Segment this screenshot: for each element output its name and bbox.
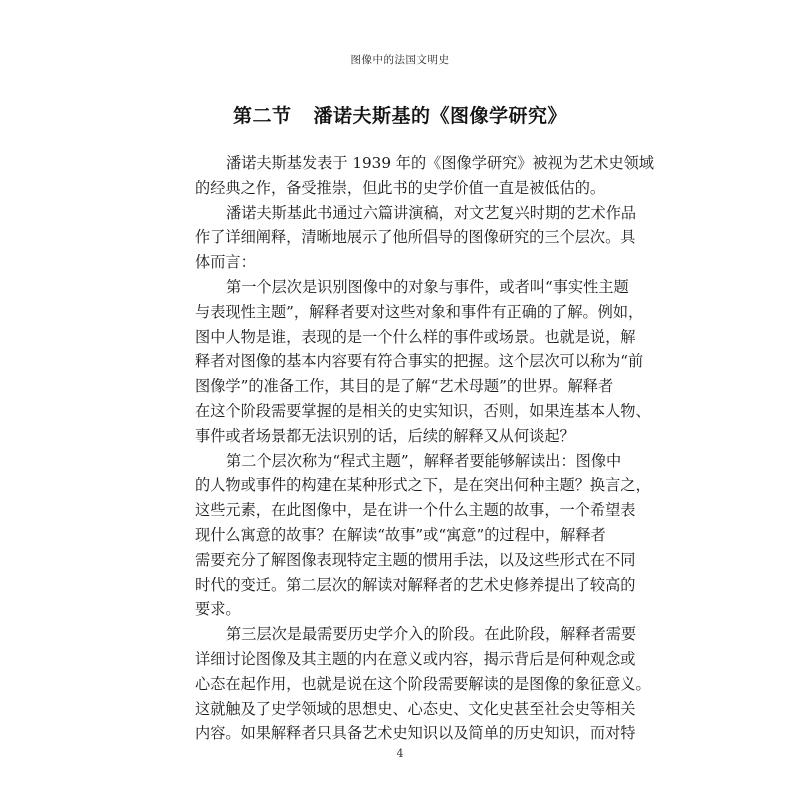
text-line: 心态在起作用，也就是说在这个阶段需要解读的是图像的象征意义。 <box>195 674 651 693</box>
text-line: 潘诺夫斯基发表于 1939 年的《图像学研究》被视为艺术史领域 <box>226 154 654 172</box>
text-line: 潘诺夫斯基此书通过六篇讲演稿，对文艺复兴时期的艺术作品 <box>226 203 637 222</box>
running-header: 图像中的法国文明史 <box>350 54 450 66</box>
paragraph-1 <box>195 151 654 201</box>
paragraph-4 <box>195 449 651 623</box>
text-line: 现什么寓意的故事？在解读“故事”或“寓意”的过程中，解释者 <box>195 525 606 544</box>
paragraph-2 <box>195 201 637 275</box>
text-line: 体而言： <box>195 253 256 272</box>
text-line: 图像学”的准备工作，其目的是了解“艺术母题”的世界。解释者 <box>195 377 614 396</box>
text-line: 事件或者场景都无法识别的话，后续的解释又从何谈起？ <box>195 426 575 445</box>
text-line: 在这个阶段需要掌握的是相关的史实知识，否则，如果连基本人物、 <box>195 401 651 420</box>
text-line: 内容。如果解释者只具备艺术史知识以及简单的历史知识，而对特 <box>195 724 636 743</box>
paragraph-3 <box>195 275 651 449</box>
text-line: 时代的变迁。第二层次的解读对解释者的艺术史修养提出了较高的 <box>195 575 636 594</box>
text-line: 释者对图像的基本内容要有符合事实的把握。这个层次可以称为“前 <box>195 352 644 371</box>
text-line: 与表现性主题”，解释者要对这些对象和事件有正确的了解。例如， <box>195 302 644 321</box>
text-line: 的人物或事件的构建在某种形式之下，是在突出何种主题？换言之， <box>195 476 651 495</box>
text-line: 需要充分了解图像表现特定主题的惯用手法，以及这些形式在不同 <box>195 550 636 569</box>
text-line: 第二个层次称为“程式主题”，解释者要能够解读出：图像中 <box>226 451 622 470</box>
page-number: 4 <box>396 747 404 760</box>
paragraph-5 <box>195 622 651 746</box>
text-line: 要求。 <box>195 600 241 619</box>
body-text <box>195 151 654 746</box>
text-line: 详细讨论图像及其主题的内在意义或内容，揭示背后是何种观念或 <box>195 649 636 668</box>
text-line: 图中人物是谁，表现的是一个什么样的事件或场景。也就是说，解 <box>195 327 636 346</box>
text-line: 第一个层次是识别图像中的对象与事件，或者叫“事实性主题 <box>226 277 629 296</box>
text-line: 这些元素，在此图像中，是在讲一个什么主题的故事，一个希望表 <box>195 501 636 520</box>
section-heading: 潘诺夫斯基的《图像学研究》 <box>313 105 568 127</box>
text-line: 这就触及了史学领域的思想史、心态史、文化史甚至社会史等相关 <box>195 699 636 718</box>
text-line: 的经典之作，备受推崇，但此书的史学价值一直是被低估的。 <box>195 178 606 197</box>
section-number: 第二节 <box>232 105 292 127</box>
section-title <box>0 101 800 128</box>
text-line: 第三层次是最需要历史学介入的阶段。在此阶段，解释者需要 <box>226 625 637 644</box>
text-line: 作了详细阐释，清晰地展示了他所倡导的图像研究的三个层次。具 <box>195 228 636 247</box>
